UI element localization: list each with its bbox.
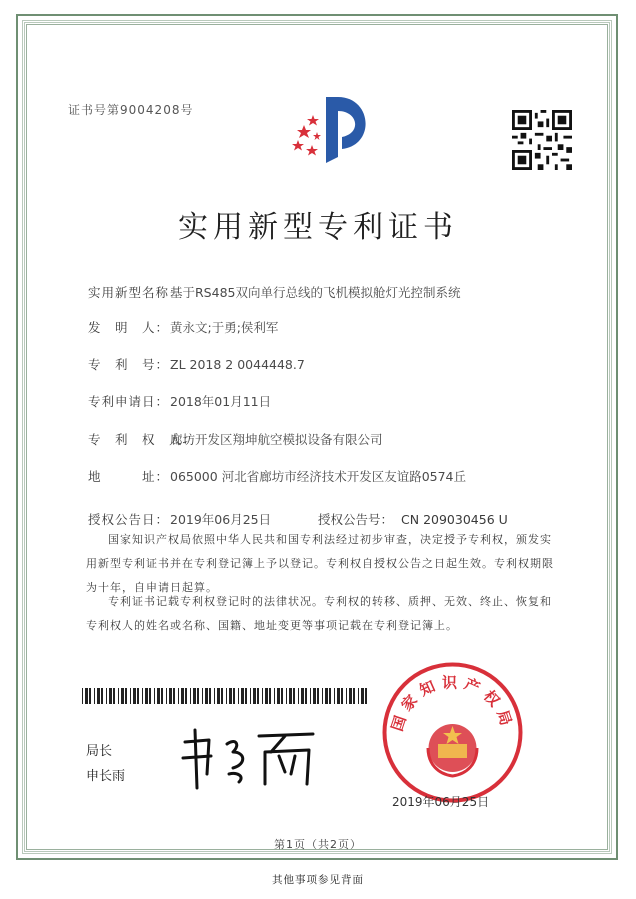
barcode-bar — [274, 688, 275, 704]
field-inventor — [88, 318, 278, 336]
field-value: 廊坊开发区翔坤航空模拟设备有限公司 — [170, 432, 383, 447]
barcode-bar — [262, 688, 263, 704]
barcode-bar — [197, 688, 199, 704]
field-value: 065000 河北省廊坊市经济技术开发区友谊路0574丘 — [170, 469, 467, 484]
barcode-bar — [157, 688, 160, 704]
barcode-bar — [89, 688, 91, 704]
barcode-bar — [193, 688, 196, 704]
barcode-bar — [221, 688, 223, 704]
barcode-bar — [301, 688, 304, 704]
barcode-bar — [298, 688, 299, 704]
barcode-bar — [329, 688, 331, 704]
barcode-bar — [125, 688, 127, 704]
field-label: 地 址： — [88, 469, 170, 484]
barcode-bar — [85, 688, 88, 704]
barcode-bar — [305, 688, 307, 704]
barcode-bar — [101, 688, 103, 704]
barcode-bar — [166, 688, 167, 704]
barcode-bar — [214, 688, 215, 704]
barcode-bar — [130, 688, 131, 704]
barcode-bar — [161, 688, 163, 704]
barcode-bar — [269, 688, 271, 704]
barcode-bar — [217, 688, 220, 704]
barcode-bar — [325, 688, 328, 704]
barcode-bar — [310, 688, 311, 704]
barcode-bar — [277, 688, 280, 704]
barcode-bar — [145, 688, 148, 704]
barcode-bar — [334, 688, 335, 704]
barcode-bar — [265, 688, 268, 704]
field-value: CN 209030456 U — [401, 512, 508, 527]
barcode-bar — [154, 688, 155, 704]
barcode-icon — [82, 688, 372, 704]
barcode-bar — [346, 688, 347, 704]
barcode-bar — [358, 688, 359, 704]
barcode-bar — [97, 688, 100, 704]
field-label: 授权公告号： — [318, 512, 394, 527]
barcode-bar — [82, 688, 83, 704]
certificate-number-label: 证书号第 — [68, 103, 121, 117]
barcode-bar — [257, 688, 259, 704]
barcode-bar — [173, 688, 175, 704]
field-label: 专 利 权 人： — [88, 432, 197, 447]
field-label: 专利申请日： — [88, 394, 170, 409]
cnipa-logo-icon — [286, 85, 376, 175]
barcode-bar — [109, 688, 112, 704]
page-number: 第1页（共2页） — [274, 838, 362, 851]
field-patentee — [88, 430, 383, 448]
barcode-bar — [149, 688, 151, 704]
barcode-bar — [317, 688, 319, 704]
qr-code-icon — [512, 110, 572, 170]
certificate-number-suffix: 号 — [180, 103, 194, 117]
barcode-bar — [281, 688, 283, 704]
barcode-bar — [190, 688, 191, 704]
barcode-bar — [178, 688, 179, 704]
barcode-bar — [245, 688, 247, 704]
barcode-bar — [241, 688, 244, 704]
barcode-bar — [113, 688, 115, 704]
barcode-bar — [349, 688, 352, 704]
certificate-number-value: 9004208 — [120, 103, 181, 117]
barcode-bar — [253, 688, 256, 704]
seal-date: 2019年06月25日 — [392, 795, 490, 809]
svg-text:国家知识产权局: 国家知识产权局 — [387, 673, 518, 734]
barcode-bar — [361, 688, 364, 704]
barcode-bar — [202, 688, 203, 704]
footer-note: 其他事项参见背面 — [272, 874, 364, 886]
field-label: 实用新型名称： — [88, 285, 183, 300]
statement-paragraph-2: 专利证书记载专利权登记时的法律状况。专利权的转移、质押、无效、终止、恢复和专利权人的姓名或名称、国籍、地址变更等事项记载在专利登记簿上。 — [86, 595, 552, 632]
field-value: 黄永文;于勇;侯利军 — [170, 320, 279, 335]
barcode-bar — [250, 688, 251, 704]
barcode-bar — [322, 688, 323, 704]
barcode-bar — [337, 688, 340, 704]
barcode-bar — [142, 688, 143, 704]
barcode-bar — [365, 688, 367, 704]
barcode-bar — [313, 688, 316, 704]
barcode-bar — [106, 688, 107, 704]
barcode-bar — [137, 688, 139, 704]
director-name: 申长雨 — [86, 769, 126, 784]
field-label: 发 明 人： — [88, 320, 170, 335]
barcode-bar — [169, 688, 172, 704]
handwritten-signature-icon — [175, 722, 325, 792]
barcode-bar — [181, 688, 184, 704]
barcode-bar — [289, 688, 292, 704]
barcode-bar — [353, 688, 355, 704]
field-value: ZL 2018 2 0044448.7 — [170, 357, 305, 372]
barcode-bar — [226, 688, 227, 704]
director-title: 局长 — [86, 744, 113, 759]
statement-paragraph-1: 国家知识产权局依照中华人民共和国专利法经过初步审查，决定授予专利权，颁发实用新型专利证书并在专利登记簿上予以登记。专利权自授权公告之日起生效。专利权期限为十年，自申请日起算。 — [86, 533, 554, 594]
certificate-number — [68, 101, 193, 118]
field-filing-date — [88, 392, 271, 410]
field-grant-number — [318, 510, 508, 528]
field-patent-number — [88, 355, 305, 373]
certificate-title: 实用新型专利证书 — [178, 210, 458, 245]
barcode-bar — [205, 688, 208, 704]
barcode-bar — [185, 688, 187, 704]
barcode-bar — [286, 688, 287, 704]
field-utility-model-name — [88, 283, 460, 301]
field-value: 2018年01月11日 — [170, 394, 272, 409]
field-value: 基于RS485双向单行总线的飞机模拟舱灯光控制系统 — [170, 285, 461, 300]
field-label: 授权公告日： — [88, 512, 170, 527]
barcode-bar — [209, 688, 211, 704]
barcode-bar — [341, 688, 343, 704]
barcode-bar — [293, 688, 295, 704]
field-value: 2019年06月25日 — [170, 512, 272, 527]
barcode-bar — [133, 688, 136, 704]
barcode-bar — [233, 688, 235, 704]
field-address — [88, 467, 466, 485]
barcode-bar — [94, 688, 95, 704]
barcode-bar — [229, 688, 232, 704]
field-publication-date — [88, 510, 271, 528]
barcode-bar — [118, 688, 119, 704]
barcode-bar — [238, 688, 239, 704]
barcode-bar — [121, 688, 124, 704]
field-label: 专 利 号： — [88, 357, 170, 372]
official-seal-icon — [380, 660, 525, 805]
